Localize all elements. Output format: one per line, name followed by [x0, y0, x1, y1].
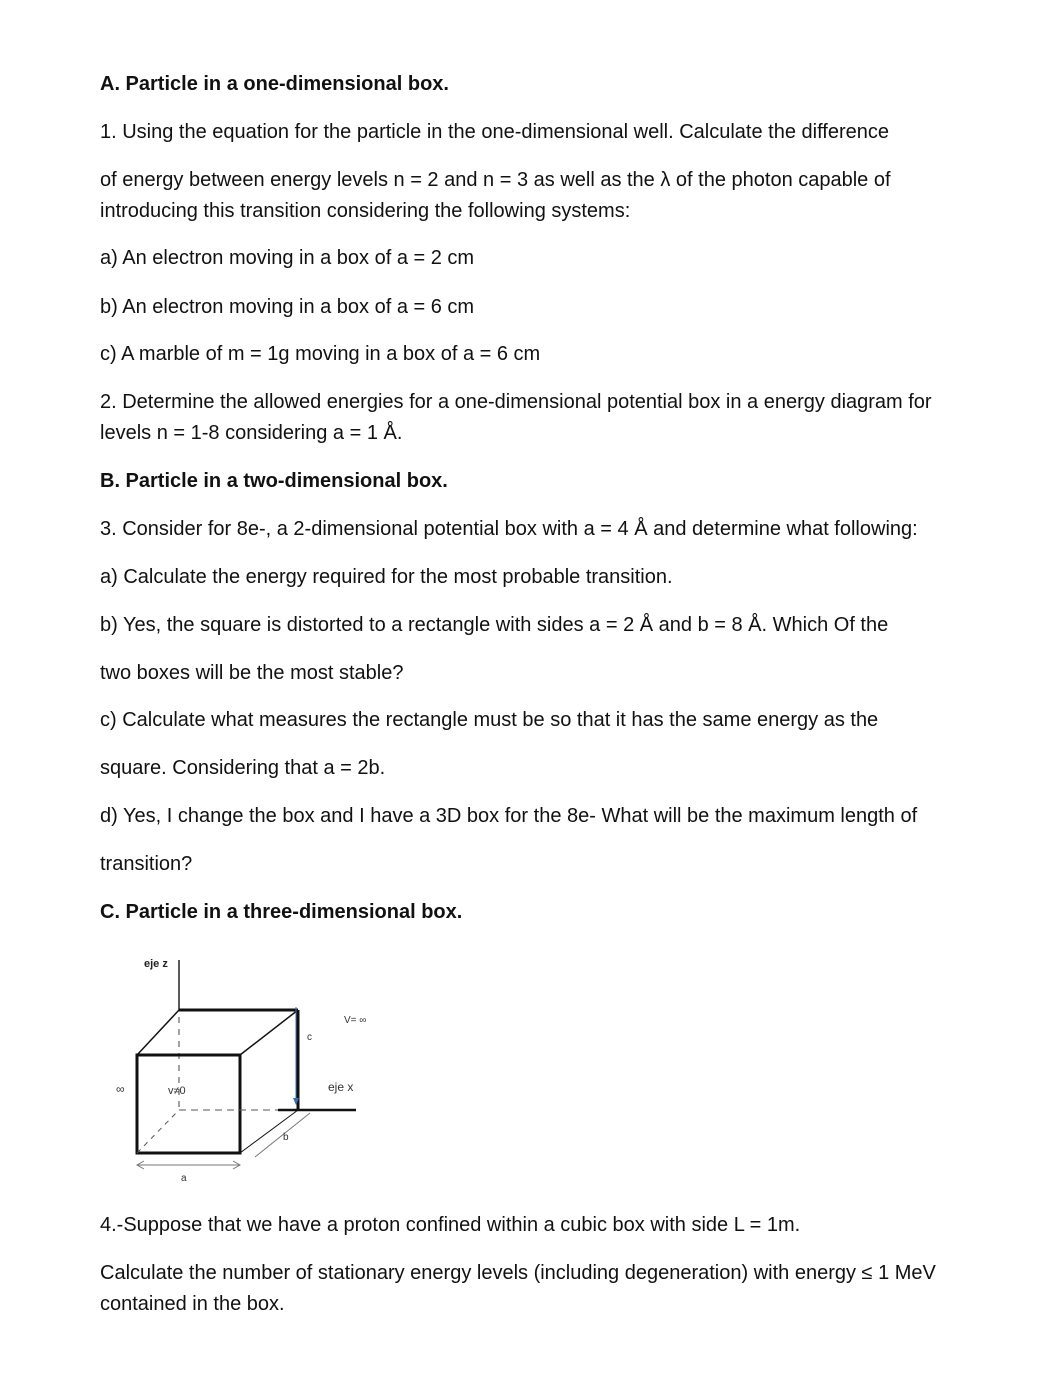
question-3-item-d-line-1: d) Yes, I change the box and I have a 3D box for the 8e- What will be the maximum length of — [100, 805, 918, 827]
question-2-line-1: 2. Determine the allowed energies for a one-dimensional potential box in a energy diagram for — [100, 391, 932, 413]
section-a-heading: A. Particle in a one-dimensional box. — [100, 73, 449, 95]
question-1-line-1: 1. Using the equation for the particle in the one-dimensional well. Calculate the difference — [100, 121, 889, 143]
infinity-label: ∞ — [116, 1082, 125, 1096]
question-3-item-c-line-1: c) Calculate what measures the rectangle must be so that it has the same energy as the — [100, 709, 879, 731]
question-3-item-c-line-2: square. Considering that a = 2b. — [100, 757, 386, 779]
hidden-depth-edge — [137, 1110, 179, 1153]
v-zero-label: v≠0 — [168, 1085, 186, 1097]
question-4-line-3: contained in the box. — [100, 1293, 285, 1315]
x-axis-label: eje x — [328, 1080, 354, 1094]
question-4-line-2: Calculate the number of stationary energy levels (including degeneration) with energy ≤ 1 MeV — [100, 1262, 936, 1284]
question-3-item-a: a) Calculate the energy required for the most probable transition. — [100, 566, 673, 588]
box-bottom-right-edge — [240, 1110, 298, 1153]
question-3-item-b-line-2: two boxes will be the most stable? — [100, 662, 404, 684]
section-c-heading: C. Particle in a three-dimensional box. — [100, 901, 463, 923]
three-dimensional-box-figure — [100, 945, 380, 1190]
question-1-item-c: c) A marble of m = 1g moving in a box of a = 6 cm — [100, 343, 541, 365]
question-1-line-2: of energy between energy levels n = 2 and n = 3 as well as the λ of the photon capable of — [100, 169, 891, 191]
z-axis-label: eje z — [144, 958, 168, 970]
section-b-heading: B. Particle in a two-dimensional box. — [100, 470, 448, 492]
b-label: b — [283, 1132, 289, 1143]
question-1-line-3: introducing this transition considering the following systems: — [100, 200, 631, 222]
question-1-item-b: b) An electron moving in a box of a = 6 cm — [100, 296, 475, 318]
box-top-right-edge — [240, 1010, 298, 1055]
c-label: c — [307, 1032, 312, 1043]
box-front-face — [137, 1055, 240, 1153]
question-3-item-b-line-1: b) Yes, the square is distorted to a rectangle with sides a = 2 Å and b = 8 Å. Which Of the — [100, 614, 889, 636]
question-1-item-a: a) An electron moving in a box of a = 2 cm — [100, 247, 475, 269]
question-2-line-2: levels n = 1-8 considering a = 1 Å. — [100, 422, 403, 444]
question-3-intro: 3. Consider for 8e-, a 2-dimensional potential box with a = 4 Å and determine what following: — [100, 518, 918, 540]
v-infinity-label: V= ∞ — [344, 1015, 367, 1026]
box-top-left-edge — [137, 1010, 179, 1055]
question-3-item-d-line-2: transition? — [100, 853, 193, 875]
question-4-line-1: 4.-Suppose that we have a proton confined within a cubic box with side L = 1m. — [100, 1214, 801, 1236]
a-label: a — [181, 1173, 187, 1184]
